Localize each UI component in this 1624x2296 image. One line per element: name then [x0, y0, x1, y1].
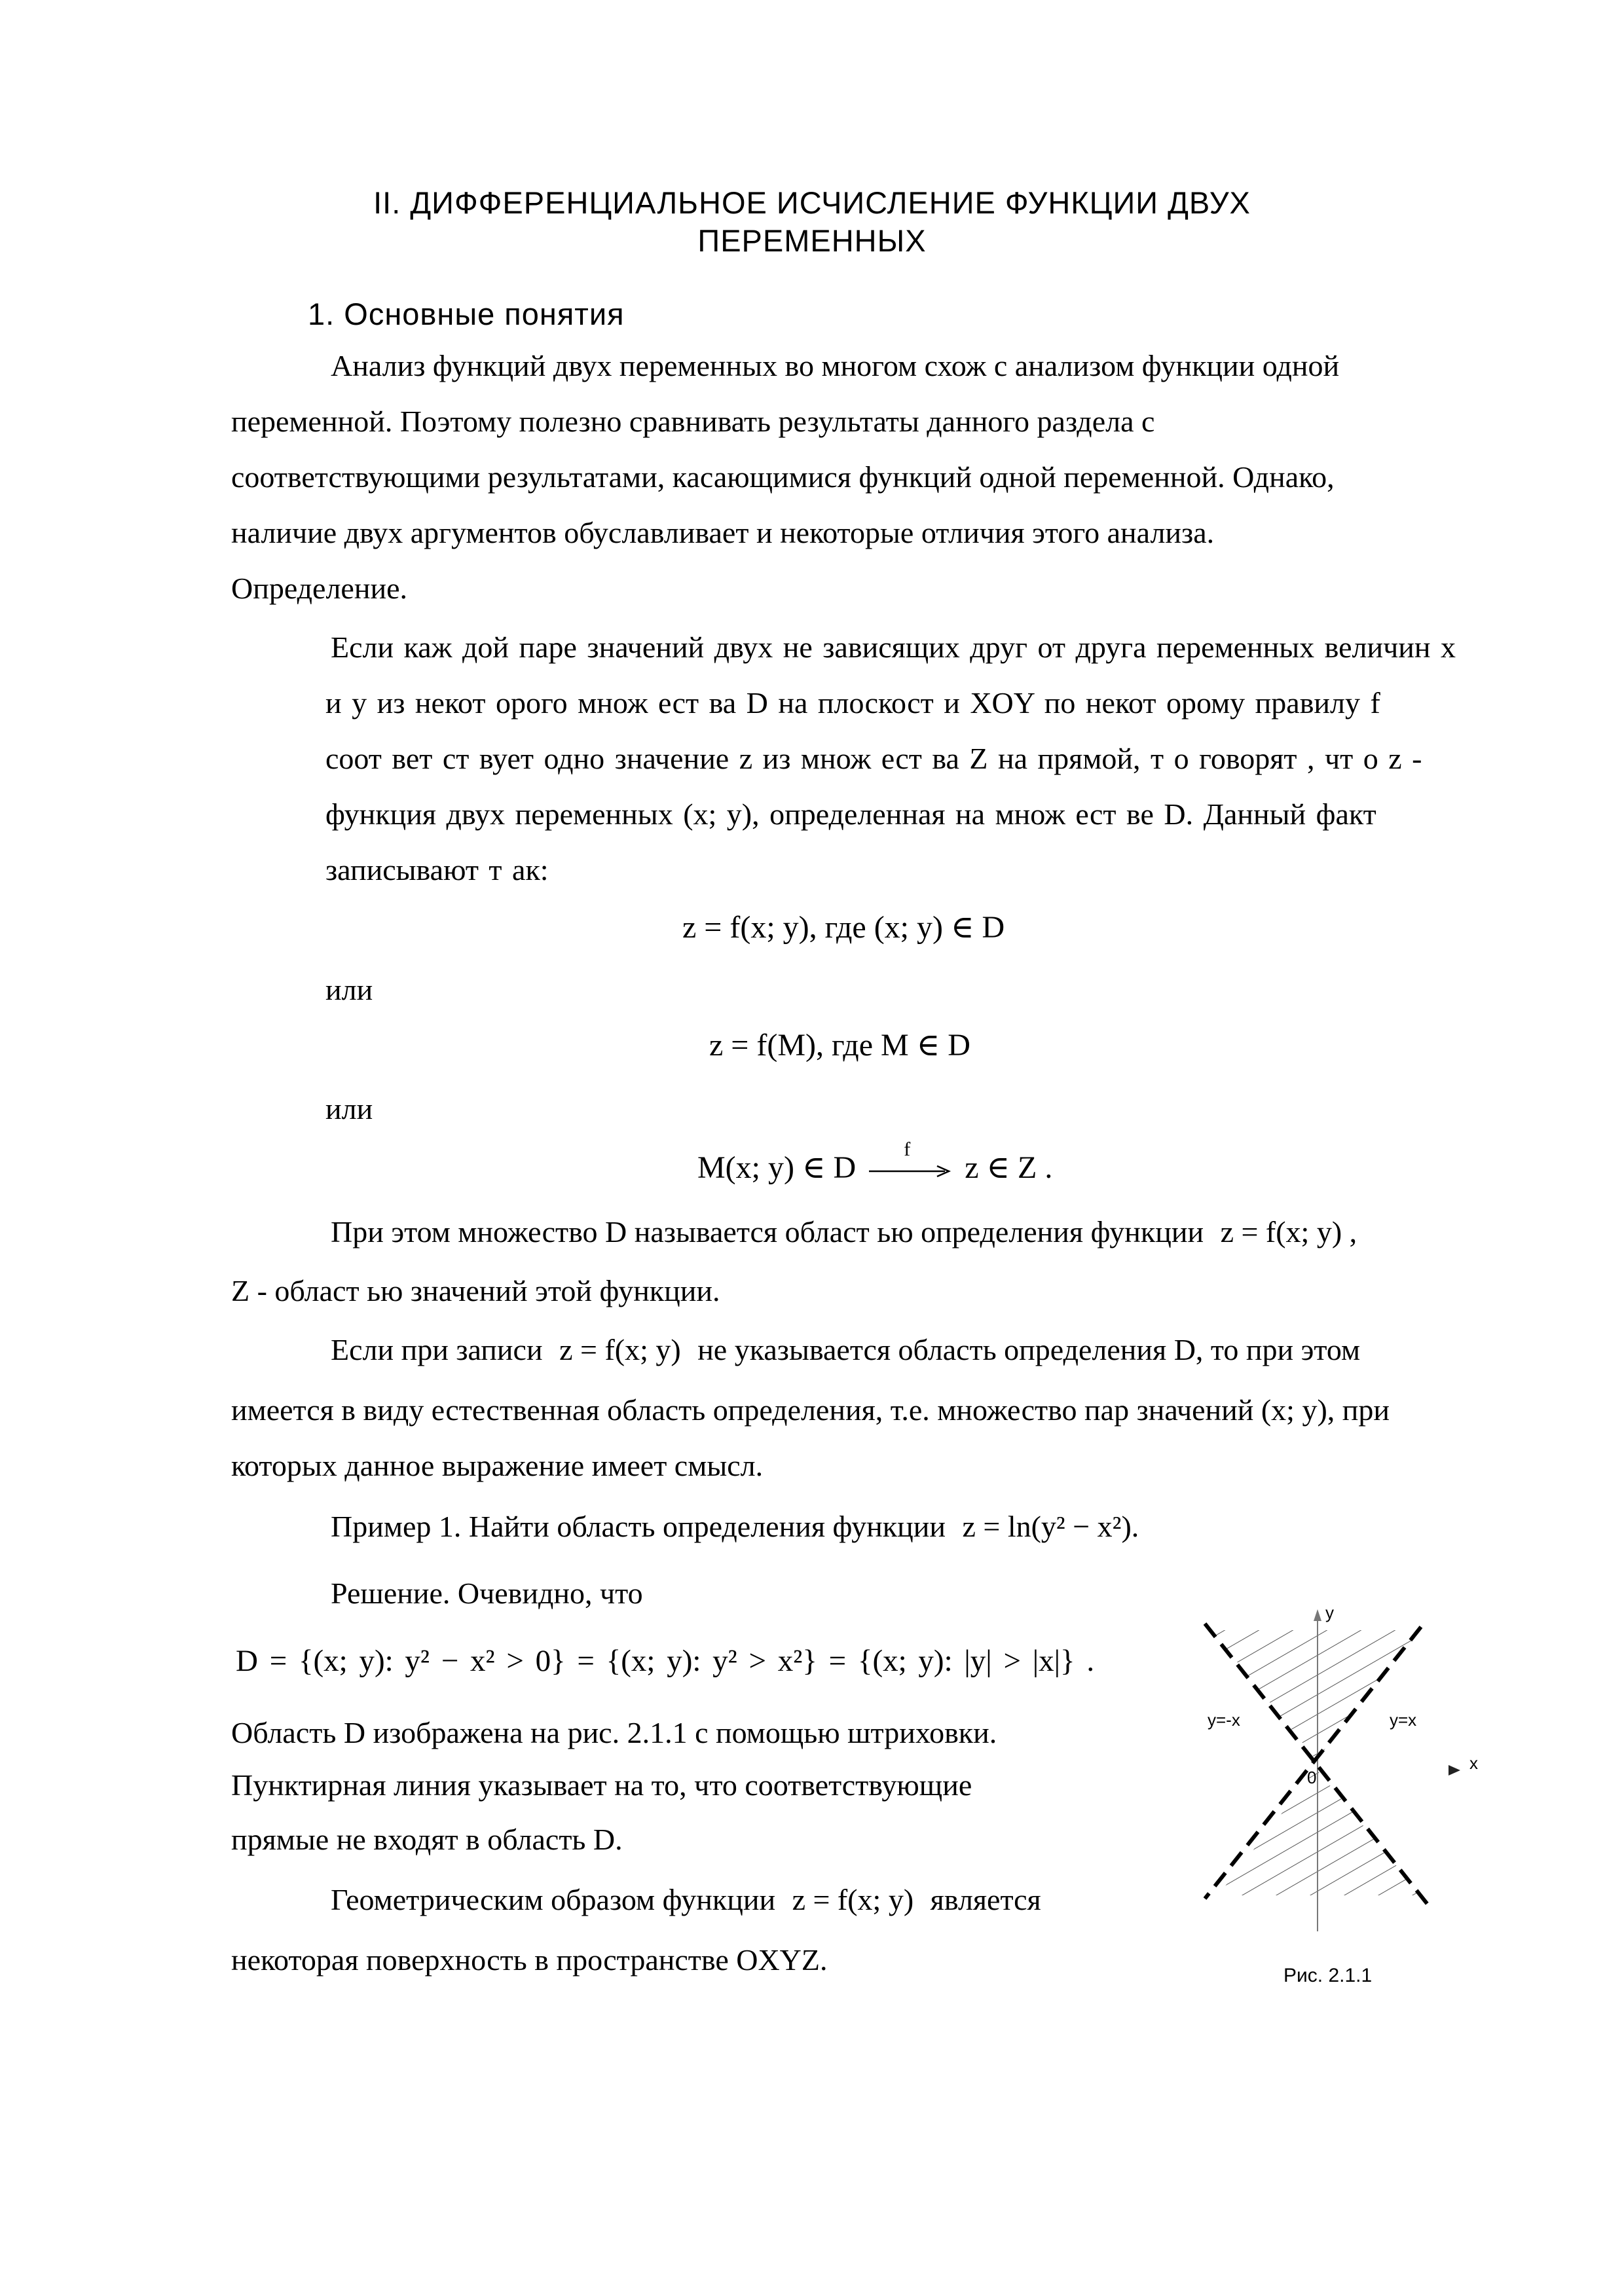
mapping-arrow: [868, 1138, 953, 1180]
solution-line-2: Пунктирная линия указывает на то, что соответствующие: [231, 1768, 972, 1802]
intro-line-3: соответствующими результатами, касающимися функций одной переменной. Однако,: [231, 460, 1335, 494]
or-connector-1: или: [325, 973, 373, 1006]
label-y-x: y=x: [1390, 1710, 1417, 1730]
formula-z-f-xy: z = f(x; y), где (x; y) ∈ D: [682, 910, 1005, 945]
intro-line-2: переменной. Поэтому полезно сравнивать результаты данного раздела с: [231, 405, 1155, 438]
example-function: z = ln(y² − x²).: [962, 1510, 1139, 1543]
definition-line-3: соот вет ст вует одно значение z из множ ест ва Z на прямой, т о говорят , чт о z -: [325, 742, 1422, 775]
right-arrow-icon: [868, 1161, 953, 1180]
chapter-title-line1: II. ДИФФЕРЕНЦИАЛЬНОЕ ИСЧИСЛЕНИЕ ФУНКЦИИ ДВУХ: [373, 185, 1251, 220]
lower-hatched-region: [1218, 1769, 1421, 1895]
figure-domain-plot: [1179, 1597, 1506, 1964]
section-heading: 1. Основные понятия: [308, 297, 625, 331]
label-y-minus-x: y=-x: [1208, 1710, 1240, 1730]
natural-domain-line-3: которых данное выражение имеет смысл.: [231, 1449, 764, 1482]
upper-hatched-region: [1211, 1630, 1421, 1760]
mapping-arrow-label: f: [904, 1138, 911, 1160]
domain-paragraph-line-1: [331, 1214, 1357, 1249]
geometric-text-b: является: [930, 1883, 1041, 1916]
origin-label: 0: [1307, 1768, 1317, 1787]
solution-label: Решение. Очевидно, что: [331, 1576, 643, 1610]
definition-label: Определение.: [231, 572, 407, 605]
intro-line-1: Анализ функций двух переменных во многом схож с анализом функции одной: [331, 349, 1340, 382]
natural-domain-text-b: не указывается область определения D, то при этом: [697, 1333, 1361, 1366]
domain-paragraph-formula: z = f(x; y) ,: [1220, 1215, 1357, 1248]
definition-line-1: Если каж дой паре значений двух не зависящих друг от друга переменных величин x: [331, 630, 1456, 664]
or-connector-2: или: [325, 1092, 373, 1125]
x-axis-label: x: [1469, 1753, 1478, 1773]
definition-line-4: функция двух переменных (x; y), определенная на множ ест ве D. Данный факт: [325, 797, 1376, 831]
domain-paragraph-line-2: Z - област ью значений этой функции.: [231, 1274, 720, 1307]
natural-domain-text-a: Если при записи: [331, 1333, 543, 1366]
x-axis-arrow-icon: [1449, 1765, 1460, 1776]
natural-domain-line-1: [331, 1332, 1360, 1367]
domain-paragraph-text: При этом множество D называется област ью определения функции: [331, 1215, 1204, 1248]
mapping-domain: M(x; y) ∈ D: [697, 1150, 857, 1185]
geometric-line-1: [331, 1882, 1041, 1917]
intro-line-4: наличие двух аргументов обуславливает и некоторые отличия этого анализа.: [231, 516, 1215, 549]
definition-line-5: записывают т ак:: [325, 853, 549, 886]
formula-mapping: [697, 1138, 1053, 1186]
y-axis-label: y: [1325, 1603, 1334, 1622]
example-text: Пример 1. Найти область определения функции: [331, 1510, 946, 1543]
natural-domain-line-2: имеется в виду естественная область определения, т.е. множество пар значений (x; y), при: [231, 1393, 1390, 1427]
solution-line-3: прямые не входят в область D.: [231, 1823, 623, 1856]
mapping-codomain: z ∈ Z .: [965, 1150, 1053, 1185]
geometric-formula: z = f(x; y): [792, 1883, 914, 1916]
solution-line-1: Область D изображена на рис. 2.1.1 с помощью штриховки.: [231, 1716, 997, 1749]
solution-set-equation: D = {(x; y): y² − x² > 0} = {(x; y): y² > x²} = {(x; y): |y| > |x|} .: [236, 1644, 1095, 1678]
formula-z-f-m: z = f(M), где M ∈ D: [709, 1028, 970, 1063]
definition-line-2: и y из некот орого множ ест ва D на плоскост и XOY по некот орому правилу f: [325, 686, 1380, 720]
geometric-text-a: Геометрическим образом функции: [331, 1883, 776, 1916]
example-line: [331, 1509, 1139, 1544]
y-axis-arrow-icon: [1314, 1609, 1321, 1621]
geometric-line-2: некоторая поверхность в пространстве OXYZ.: [231, 1943, 828, 1977]
figure-caption: Рис. 2.1.1: [1283, 1965, 1373, 1986]
natural-domain-formula: z = f(x; y): [559, 1333, 681, 1366]
chapter-title-line2: ПЕРЕМЕННЫХ: [697, 223, 927, 258]
